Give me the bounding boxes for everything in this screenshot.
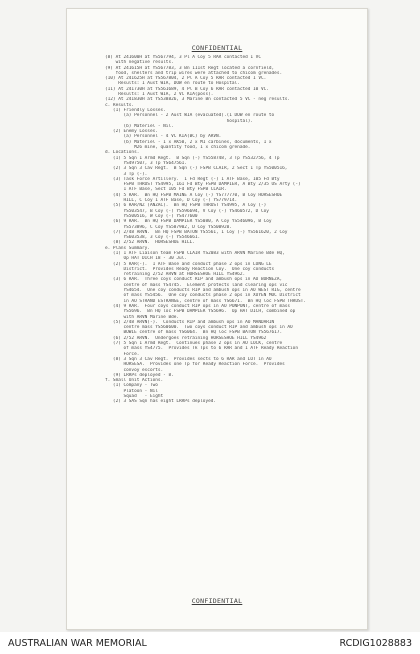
document-line: (3) 6 RAR. Three coys conduct RIP and ambush ops in AO BORNEZA,	[105, 277, 283, 283]
document-line: Force.	[105, 351, 140, 357]
document-line: (11) At 241730H at YS561689, 4 Pl B Coy 6 RAR contacted 10 VC.	[105, 86, 269, 92]
document-line: (4) 9 RAR. Four coys conduct RIP ops in AO PONPONT, centre of mass	[105, 303, 291, 309]
document-line: in AO STRAND ESTRANGE, centre of mass YS6671. Bn HQ loc FSPB THRUST.	[105, 298, 306, 304]
document-line: Squad - Eight	[105, 394, 164, 399]
document-line: YS500516, W Coy (-) YS477600	[105, 213, 198, 219]
document-line: (10) At 241625H at YS567804, 2 Pl A Coy 5 RAR contacted 1 VC.	[105, 76, 267, 82]
document-line: (b) Materiel - Nil.	[105, 123, 174, 129]
document-line: FSPB THRUST YS4995, 161 Fd Bty FSPB DAMPIER, A Bty 2/35 US Arty (-)	[105, 182, 301, 188]
document-line: District. Provides Ready Reaction Coy. One coy conducts	[105, 266, 275, 272]
document-line: Results: 1 Aust WIA, DOW en route to Hospital.	[105, 81, 240, 87]
document-line: (7) 5 Sqn 1 Armd Regt. Continues phase 2 ops in AO LOCK, centre	[105, 341, 283, 347]
document-line: (12) At 241830H at YS538826, 3 Marine Bn contacted 5 VC - neg results.	[105, 97, 291, 103]
document-line: hospital).	[105, 118, 254, 124]
document-line: (4) 5 RAR. Bn HQ FSPB MAINE A Coy (-) YS777770, B Coy HORSESHOE	[105, 192, 283, 198]
document-line: (1) 1 ATF Liaison team FSPB CLAIR YS2083 with ARVN Marine Bde HQ,	[105, 250, 285, 256]
document-line: (5) 2/48 ARVN(-). Conducts RIP and ambush ops in AO MANDARIN	[105, 319, 275, 325]
document-line: YS603538, 3 Coy (-) YS546661.	[105, 235, 201, 241]
classification-footer	[67, 597, 367, 605]
document-line: YS497507, 3 Tp YS647561.	[105, 160, 187, 166]
document-line: BOWIE centre of mass YS6064. Bn HQ loc FSPB BATON YS567617.	[105, 330, 283, 336]
document-line: (a) Personnel - 2 Aust WIA (evacuated).(1 DOW en route to	[105, 113, 275, 119]
document-line: Results: 1 Aust WIA, 2 VC KIA(poss).	[105, 92, 214, 98]
document-line: retraining 2/52 ARVN at HORSESHOE HILL YS4962.	[105, 272, 246, 278]
document-line: (a) Personnel - 4 VC KIA(BC) by ARVN.	[105, 134, 222, 140]
document-line: (8) At 241600H at YS567794, 3 Pl A Coy 5 RAR contacted 1 VC	[105, 55, 261, 60]
document-line: of mass YS5456. One coy conducts phase 2 ops in XUYEN MOC District	[105, 293, 301, 299]
document-line: (2) 3 Sqn 3 Cav Regt. B Sqn (-) FSPB CLAIR, 2 Sect 1 Tp YS500516,	[105, 166, 288, 172]
document-line: with negative results.	[105, 60, 174, 66]
document-line: (3) Task Force Artillery. 1 Fd Regt (-) 1 ATF Base, 105 Fd Bty	[105, 176, 280, 182]
archive-footer-bar	[0, 632, 420, 654]
document-line: (2) 5 RAR(-). 1 ATF Base and conduct phase 2 ops in LONG LE	[105, 261, 272, 267]
classification-label-bottom: CONFIDENTIAL	[191, 597, 243, 605]
document-line: convoy escorts.	[105, 367, 164, 373]
document-line: e. Plans Summary.	[105, 245, 150, 251]
document-line: (1) 5 Sqn 1 Armd Regt. B Sqn (-) YS558748, 3 Tp YS532756, 4 Tp	[105, 155, 280, 161]
document-body	[105, 55, 363, 405]
document-line: (2) 3 SAS Sqn has eight LRRPs deployed.	[105, 399, 217, 405]
document-line: d. Locations.	[105, 150, 140, 156]
archive-name: AUSTRALIAN WAR MEMORIAL	[8, 638, 147, 649]
archive-record-id: RCDIG1028883	[339, 638, 412, 649]
document-line: (6) 9 RAR. Bn HQ FSPB DAMPIER YS5080, A Coy YS546096, B Coy	[105, 219, 272, 225]
document-line: Platoon - Nil	[105, 388, 158, 394]
document-line: (1) Friendly Losses.	[105, 107, 166, 113]
document-line: (8) 2/52 ARVN. HORSESHOE HILL.	[105, 240, 195, 246]
classification-label-top: CONFIDENTIAL	[191, 44, 243, 52]
document-line: (9) At 241615H at YS567783, 3 Bn 111st Regt located a cornfield,	[105, 65, 275, 71]
document-line: with ARVN Marine Bde.	[105, 314, 180, 320]
document-line: (8) 3 Sqn 3 Cav Regt. Provides sects to 6 RAR and LOT in AO	[105, 356, 272, 362]
classification-header	[67, 44, 367, 52]
document-line: (b) Materiel - 1 x AK50, 2 x M1 carbines, documents, 1 x	[105, 139, 272, 145]
document-line: c. Results.	[105, 102, 135, 108]
document-line: 1 ATF Base, Sect 105 Fd Bty FSPB CLAIR.	[105, 187, 227, 193]
document-line: YS5696. Bn HQ loc FSPB DAMPIER YS5696. Op HAT DICH, combined op	[105, 309, 296, 315]
document-line: YS4654. One coy conducts RIP and ambush ops in AO WEST RIG, centre	[105, 288, 301, 294]
document-line: HILL, C Coy 1 ATF Base, D Coy (-) YS779714.	[105, 198, 238, 204]
document-line: (6) 2/52 ARVN. Undergoes retraining HORSESHOE HILL YS4962	[105, 335, 267, 341]
document-line: HORSESA. Provides one Tp for Ready Reaction Force. Provides	[105, 362, 285, 368]
document-line: (2) Enemy Losses.	[105, 129, 158, 135]
document-line: (1) Company - Two	[105, 383, 158, 389]
document-line: YS503547, B Coy (-) YS596694, V Coy (-) YS460572, D Coy	[105, 208, 269, 214]
document-line: M26 mine, quantity food, 1 x chicom grenade.	[105, 145, 251, 151]
document-line: centre mass YS560600. Two coys conduct RIP and ambush ops in AO	[105, 325, 293, 331]
document-line: f. Small Unit Actions.	[105, 378, 164, 384]
document-line: (5) 6 RAR/NZ (ANZAC). Bn HQ FSPB THRUST YS4995, A Coy (-)	[105, 203, 267, 209]
document-line: 3 Tp (-).	[105, 171, 148, 177]
document-line: Op HAT DICH 18 - 30 Jul.	[105, 256, 187, 262]
document-line: of mass YS4775. Provides Tk Tps to 6 RAR and 1 ATF Ready Reaction	[105, 346, 298, 352]
document-line: (7) 2/48 ARVN. Bn HQ FSPB BATON YS5561, 1 Coy (-) YS561620, 2 Coy	[105, 229, 288, 235]
document-line: YS573896, C Coy YS587902, D Coy YS500920.	[105, 224, 232, 230]
document-line: food, shelters and trip wires were attached to chicom grenades.	[105, 70, 283, 76]
document-page	[66, 8, 368, 630]
document-line: (9) LRRPs deployed - 8.	[105, 372, 174, 378]
document-line: centre of mass YS4745. Element protects land clearing ops vic	[105, 282, 288, 288]
